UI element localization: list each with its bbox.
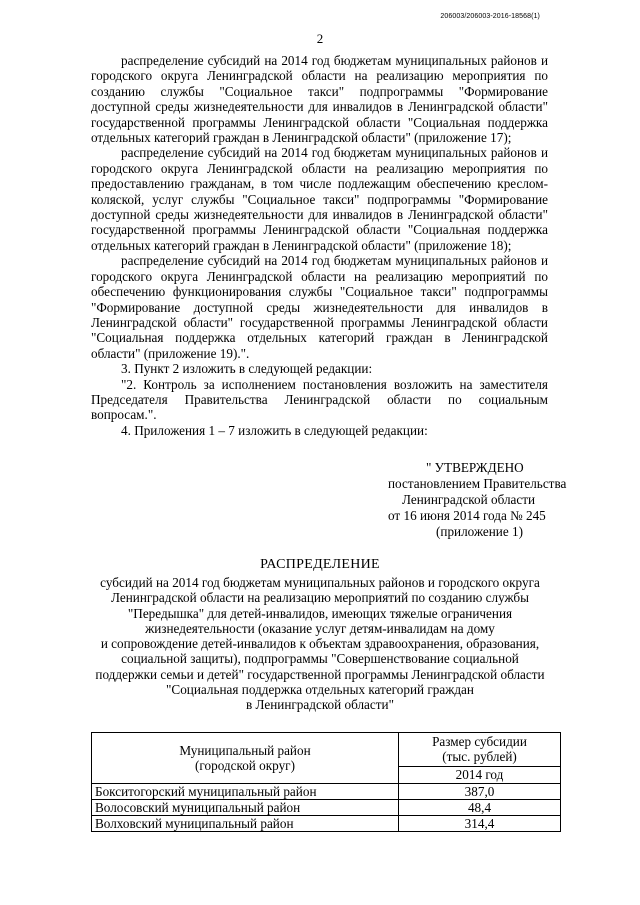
approval-block (388, 460, 628, 540)
subsidy-table (91, 732, 561, 832)
subtitle-line: и сопровождение детей-инвалидов к объектам здравоохранения, образования, (100, 636, 540, 652)
distribution-subtitle (80, 575, 560, 713)
approval-line: Ленинградской области (402, 492, 536, 507)
page-number: 2 (316, 31, 324, 46)
amount-cell: 387,0 (399, 784, 561, 800)
subtitle-line: в Ленинградской области" (246, 697, 394, 713)
paragraph: распределение субсидий на 2014 год бюджетам муниципальных районов и городского округа Ленинградской области на реализацию мероприятия по предоставлению гражданам, в том числе подлежащим обеспечению креслом-коляской, услуг службы "Социальное такси" подпрограммы "Формирование доступной среды жизнедеятельности для инвалидов в Ленинградской области" государственной программы Ленинградской области "Социальная поддержка отдельных категорий граждан в Ленинградской области" (приложение 18); (91, 145, 548, 253)
subtitle-line: субсидий на 2014 год бюджетам муниципальных районов и городского округа (100, 575, 540, 590)
table-row (92, 800, 561, 816)
paragraph: распределение субсидий на 2014 год бюджетам муниципальных районов и городского округа Ленинградской области на реализацию мероприятий по обеспечению функционирования службы "Социальное такси" подпрограммы "Формирование доступной среды жизнедеятельности для инвалидов в Ленинградской области" государственной программы Ленинградской области "Социальная поддержка отдельных категорий граждан в Ленинградской области" (приложение 19).". (91, 253, 548, 361)
approval-line: от 16 июня 2014 года № 245 (388, 508, 546, 523)
subtitle-line: "Социальная поддержка отдельных категорий граждан (166, 682, 474, 698)
paragraph: распределение субсидий на 2014 год бюджетам муниципальных районов и городского округа Ленинградской области на реализацию мероприятия по созданию службы "Социальное такси" подпрограммы "Формирование доступной среды жизнедеятельности для инвалидов в Ленинградской области" государственной программы Ленинградской области "Социальная поддержка отдельных категорий граждан в Ленинградской области" (приложение 17); (91, 53, 548, 146)
subtitle-line: "Передышка" для детей-инвалидов, имеющих тяжелые ограничения (127, 605, 513, 621)
paragraph: 3. Пункт 2 изложить в следующей редакции: (121, 361, 373, 377)
subtitle-line: Ленинградской области на реализацию мероприятий по созданию службы (111, 590, 529, 606)
table-row (92, 784, 561, 800)
table-header-row (92, 733, 561, 767)
column-header-amount: Размер субсидии (тыс. рублей) (399, 733, 561, 767)
table-row (92, 816, 561, 832)
approval-line: (приложение 1) (436, 524, 523, 539)
amount-cell: 314,4 (399, 816, 561, 832)
district-cell: Волосовский муниципальный район (92, 800, 399, 816)
column-header-year: 2014 год (399, 766, 561, 783)
paragraph: 4. Приложения 1 – 7 изложить в следующей редакции: (121, 422, 428, 438)
subtitle-line: социальной защиты), подпрограммы "Совершенствование социальной (121, 651, 519, 667)
amount-cell: 48,4 (399, 800, 561, 816)
approval-heading: " УТВЕРЖДЕНО (426, 460, 524, 475)
district-cell: Волховский муниципальный район (92, 816, 399, 832)
body-text (91, 53, 548, 438)
district-cell: Бокситогорский муниципальный район (92, 784, 399, 800)
approval-line: постановлением Правительства (388, 476, 567, 491)
column-header-district: Муниципальный район (городской округ) (92, 733, 399, 784)
paragraph: "2. Контроль за исполнением постановления возложить на заместителя Председателя Правительства Ленинградской области по социальным вопросам.". (91, 376, 548, 423)
subtitle-line: поддержки семьи и детей" государственной программы Ленинградской области (95, 666, 545, 682)
document-id: 206003/206003-2016-18568(1) (440, 13, 540, 20)
subtitle-line: жизнедеятельности (оказание услуг детям-инвалидам на дому (145, 620, 495, 636)
distribution-title: РАСПРЕДЕЛЕНИЕ (260, 557, 380, 572)
